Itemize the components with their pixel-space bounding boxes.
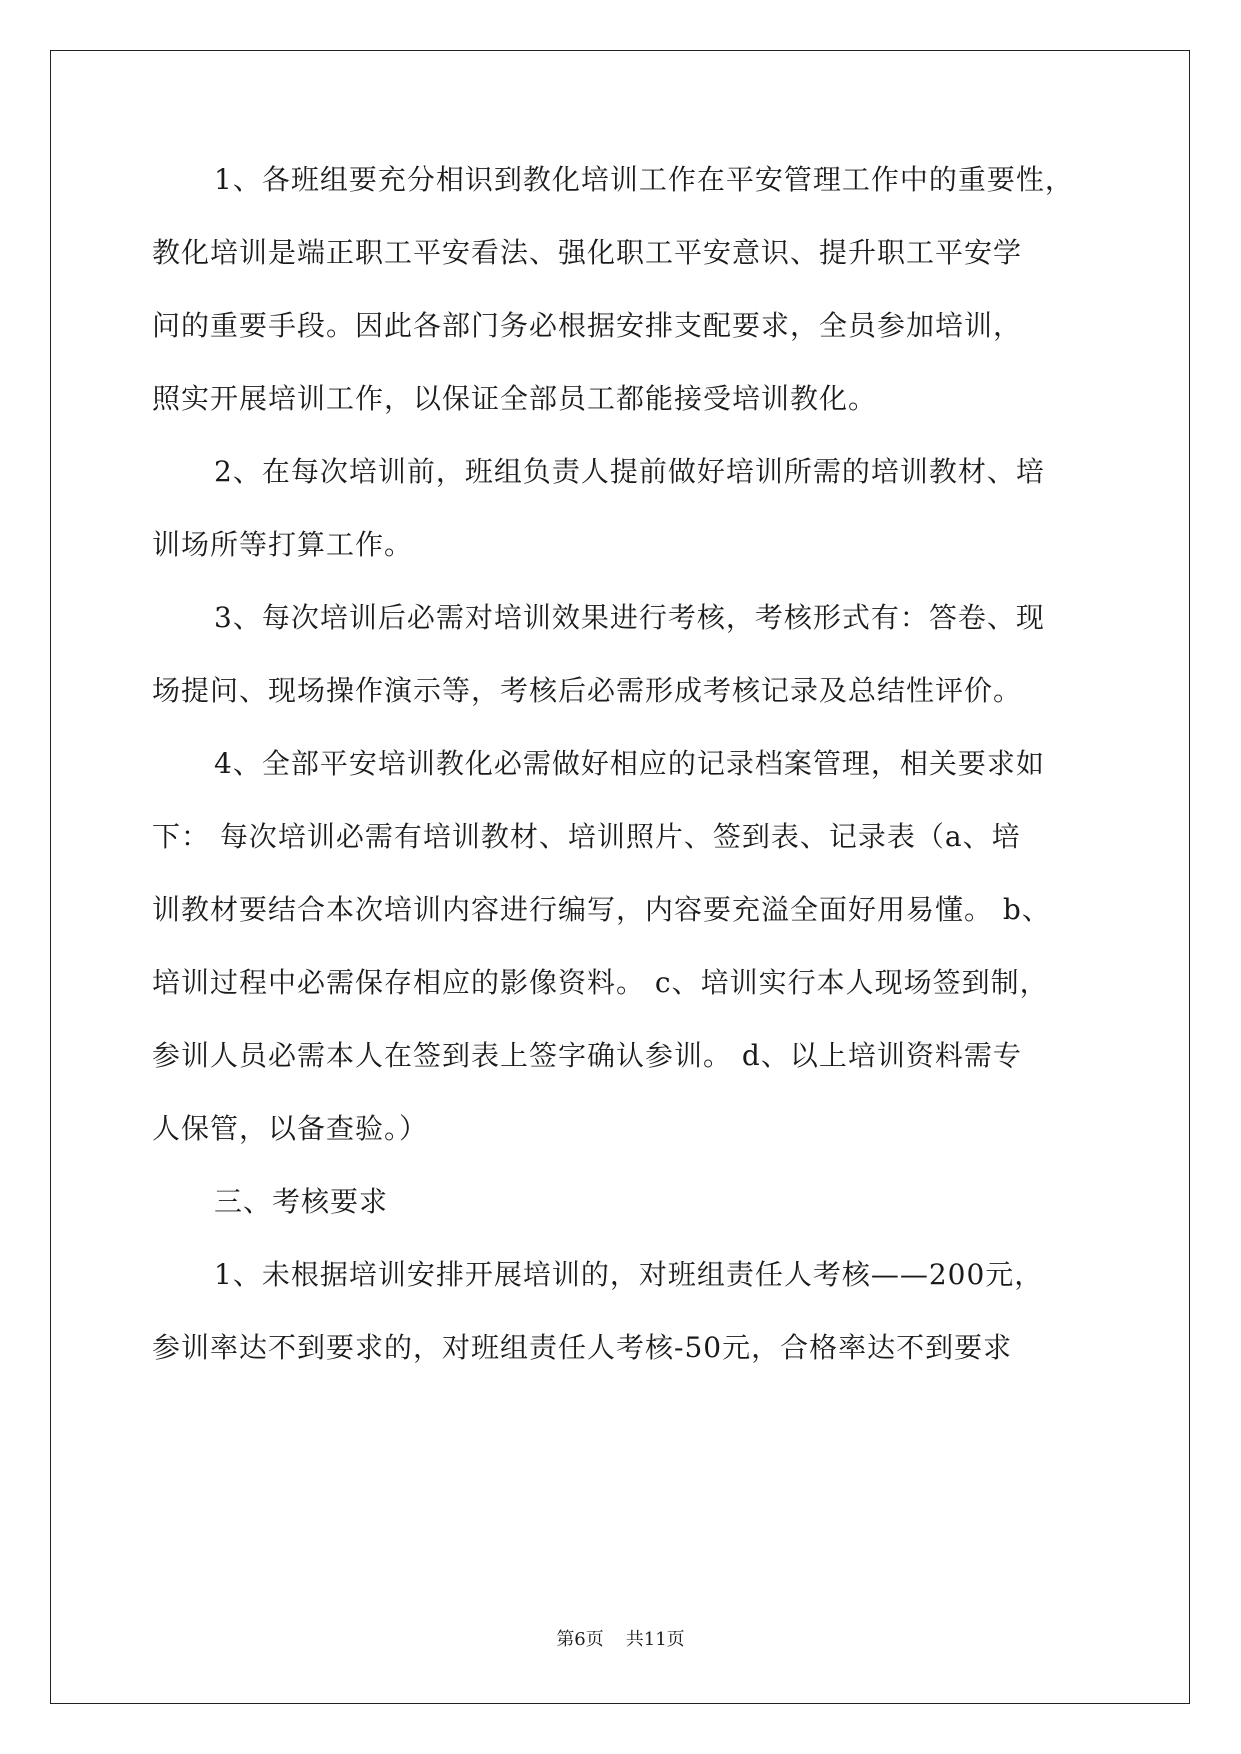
paragraph-1-line-3: 问的重要手段。因此各部门务必根据安排支配要求，全员参加培训，: [152, 309, 1023, 342]
page-number-current: 第6页: [556, 1629, 604, 1650]
page-border: [50, 50, 1190, 1704]
paragraph-1-line-4: 照实开展培训工作，以保证全部员工都能接受培训教化。: [152, 382, 878, 415]
paragraph-4-line-1: 4、全部平安培训教化必需做好相应的记录档案管理，相关要求如: [214, 747, 1045, 780]
paragraph-5-line-1: 1、未根据培训安排开展培训的，对班组责任人考核——200元，: [214, 1258, 1044, 1291]
paragraph-2-line-2: 训场所等打算工作。: [152, 528, 414, 561]
paragraph-5-line-2: 参训率达不到要求的，对班组责任人考核-50元，合格率达不到要求: [152, 1331, 1013, 1364]
paragraph-4-line-5: 参训人员必需本人在签到表上签字确认参训。 d、以上培训资料需专: [152, 1039, 1022, 1072]
paragraph-4-line-4: 培训过程中必需保存相应的影像资料。 c、培训实行本人现场签到制，: [152, 966, 1049, 999]
paragraph-4-line-3: 训教材要结合本次培训内容进行编写，内容要充溢全面好用易懂。 b、: [152, 893, 1051, 926]
page-number-total: 共11页: [625, 1629, 685, 1650]
paragraph-3-line-2: 场提问、现场操作演示等，考核后必需形成考核记录及总结性评价。: [152, 674, 1023, 707]
paragraph-4-line-2: 下： 每次培训必需有培训教材、培训照片、签到表、记录表（a、培: [152, 820, 1021, 853]
section-heading: 三、考核要求: [214, 1185, 389, 1218]
paragraph-4-line-6: 人保管，以备查验。）: [152, 1112, 429, 1145]
page-footer: [0, 1628, 1241, 1652]
paragraph-2-line-1: 2、在每次培训前，班组负责人提前做好培训所需的培训教材、培: [214, 455, 1045, 488]
paragraph-1-line-2: 教化培训是端正职工平安看法、强化职工平安意识、提升职工平安学: [152, 236, 1023, 269]
paragraph-1-line-1: 1、各班组要充分相识到教化培训工作在平安管理工作中的重要性，: [214, 163, 1074, 196]
paragraph-3-line-1: 3、每次培训后必需对培训效果进行考核，考核形式有：答卷、现: [214, 601, 1045, 634]
